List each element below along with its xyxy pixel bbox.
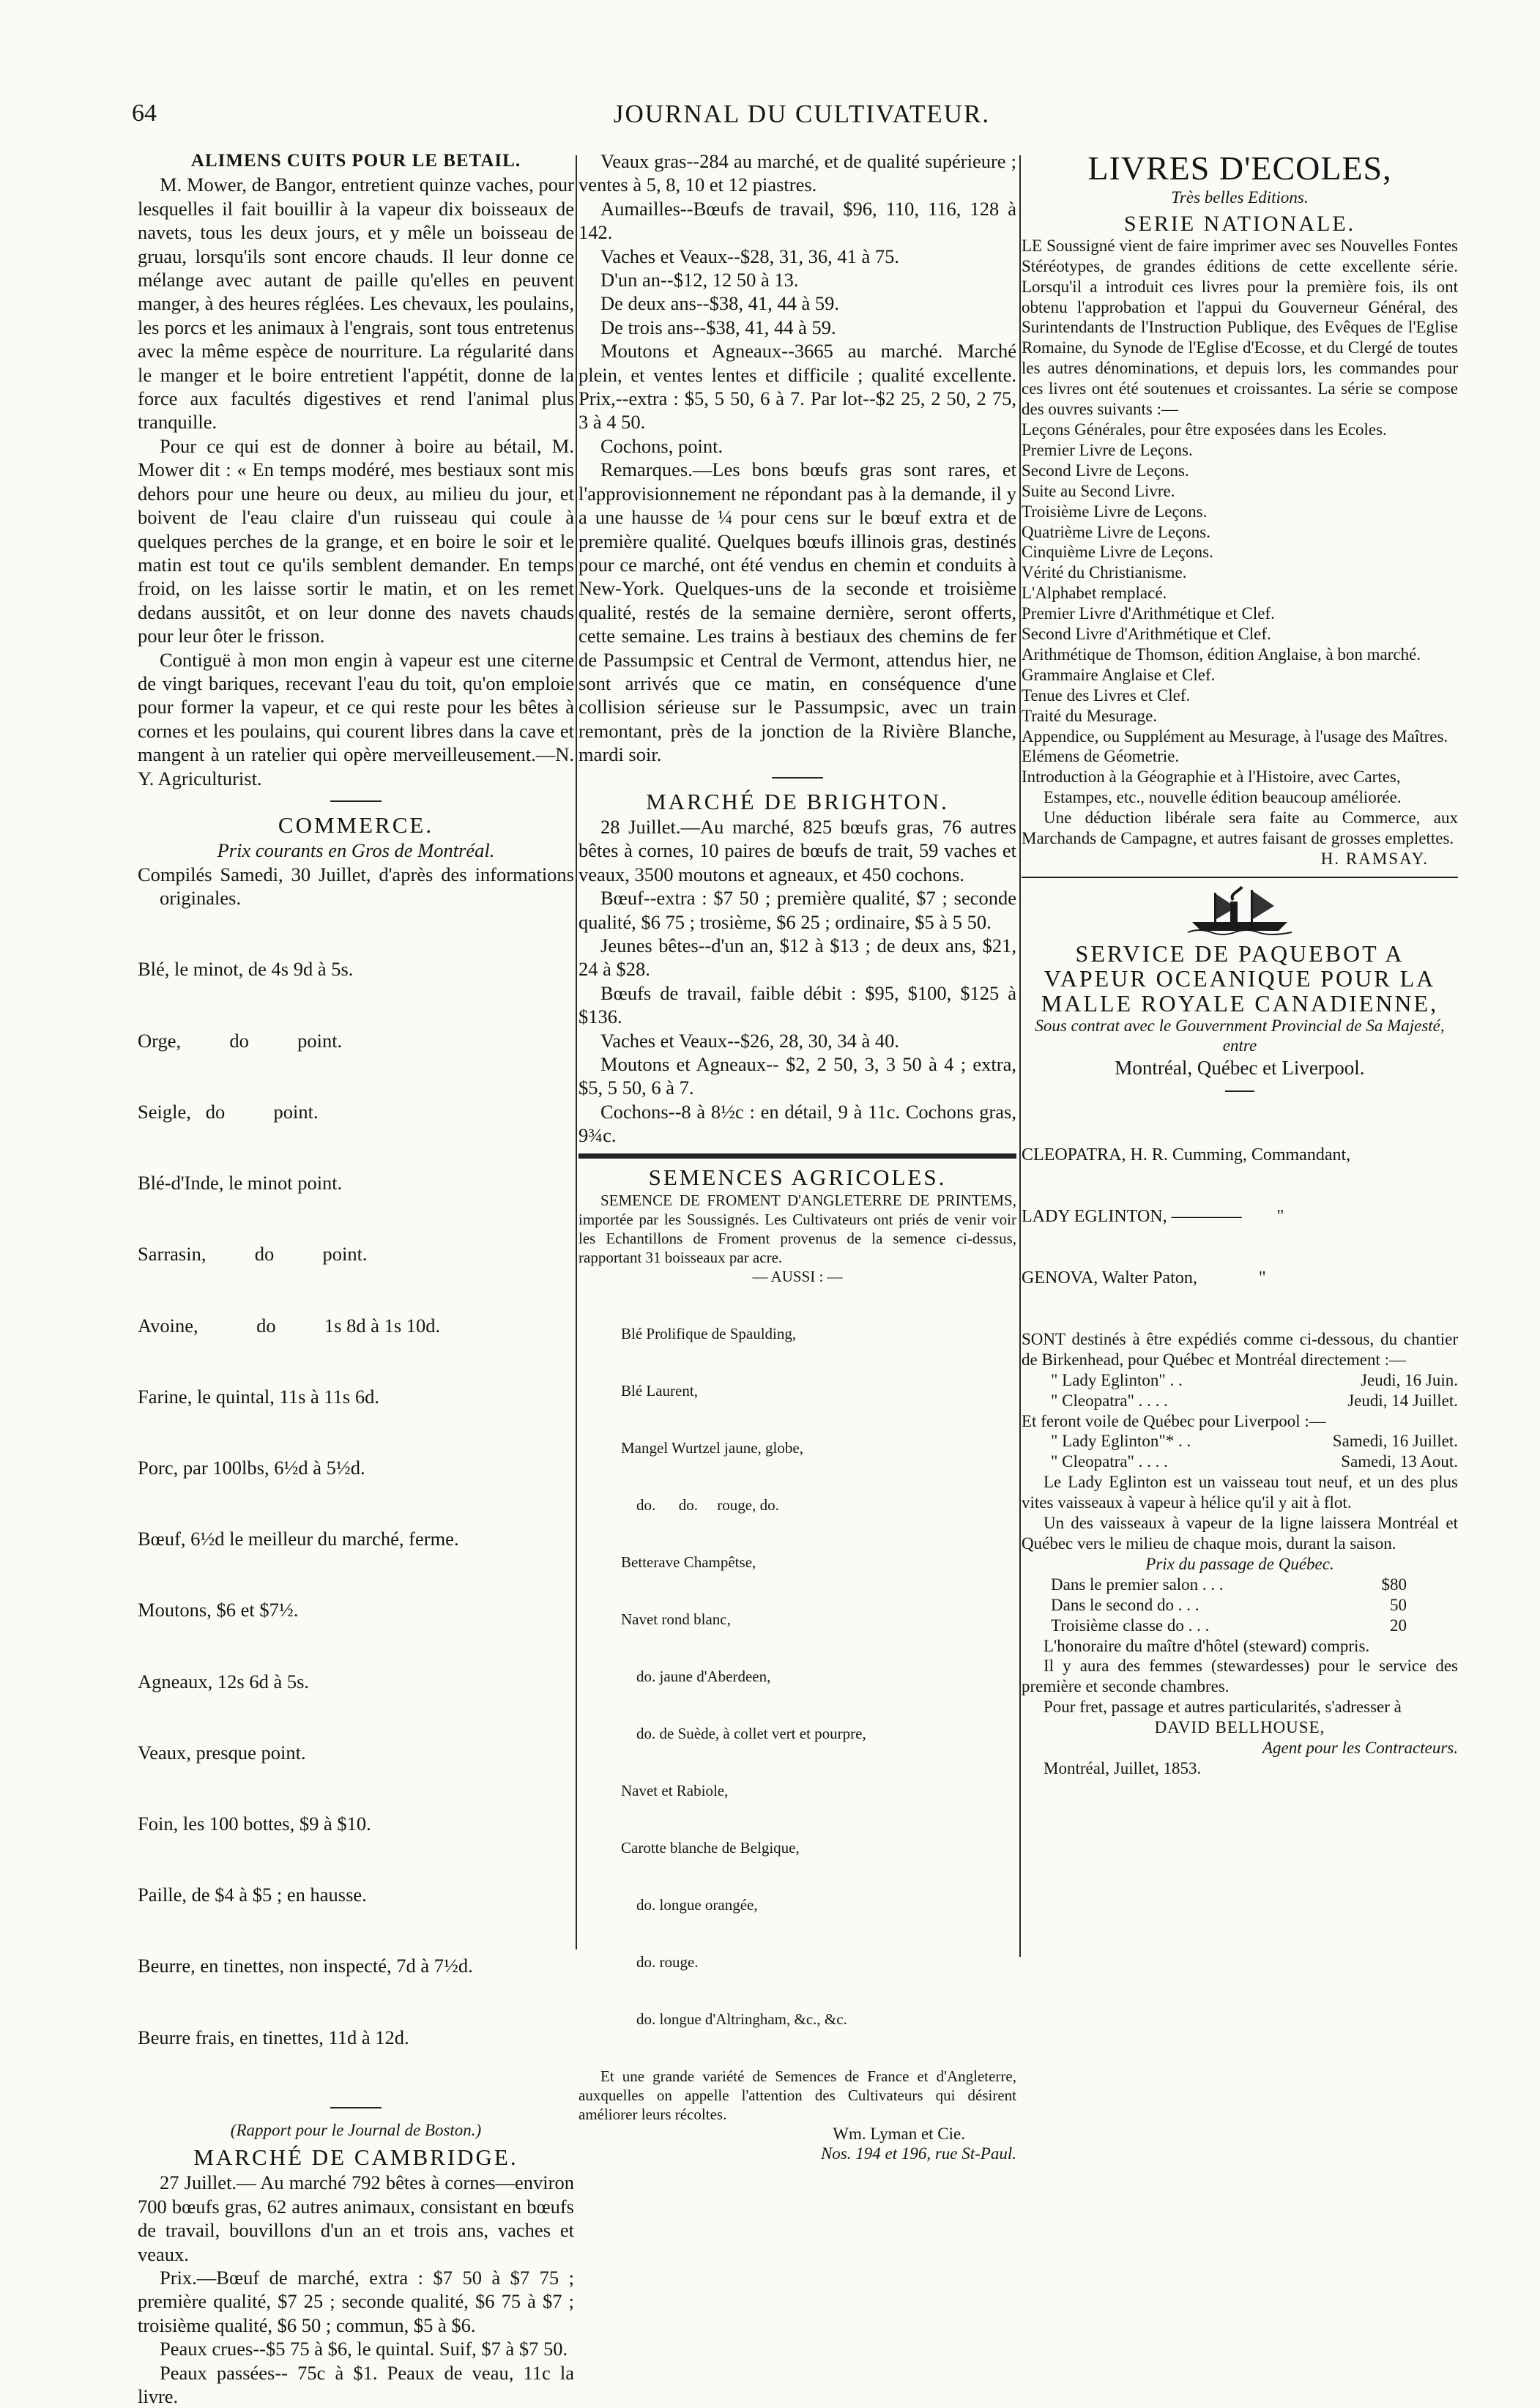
book-item: Tenue des Livres et Clef. bbox=[1022, 685, 1191, 705]
femmes-line: Il y aura des femmes (stewardesses) pour le service des première et seconde chambres. bbox=[1022, 1657, 1458, 1696]
departure-row bbox=[1022, 1431, 1458, 1452]
cambridge-paragraph-2: Prix.—Bœuf de marché, extra : $7 50 à $7 75 ; première qualité, $7 25 ; seconde qualité, $6 75 à $7 ; troisième qualité, $6 50 ; commun, $5 à $6. bbox=[138, 2266, 574, 2336]
lady-description: Le Lady Eglinton est un vaisseau tout neuf, et un des plus vites vaisseaux à vapeur à hélice qu'il y ait à flot. bbox=[1022, 1473, 1458, 1512]
commerce-title: COMMERCE. bbox=[278, 811, 434, 838]
deduction-note: Une déduction libérale sera faite au Commerce, aux Marchands de Campagne, et autres faisant de grosses emplettes. bbox=[1022, 809, 1458, 848]
book-item: Quatrième Livre de Leçons. bbox=[1022, 522, 1210, 541]
alimens-title: ALIMENS CUITS POUR LE BETAIL. bbox=[190, 151, 521, 171]
pour-fret: Pour fret, passage et autres particularités, s'adresser à bbox=[1044, 1698, 1402, 1717]
book-item: Premier Livre d'Arithmétique et Clef. bbox=[1022, 604, 1275, 623]
column-divider-2 bbox=[1019, 155, 1021, 1957]
honoraire-line: L'honoraire du maître d'hôtel (steward) compris. bbox=[1044, 1636, 1370, 1655]
book-item: Leçons Générales, pour être exposées dans les Ecoles. bbox=[1022, 420, 1387, 439]
book-item: Suite au Second Livre. bbox=[1022, 481, 1175, 500]
separator bbox=[330, 800, 382, 802]
service-subtitle: Sous contrat avec le Gouvernment Provincial de Sa Majesté, entre bbox=[1035, 1016, 1445, 1055]
departure-date: Samedi, 13 Aout. bbox=[1341, 1452, 1458, 1471]
seed-item: do. jaune d'Aberdeen, bbox=[621, 1668, 771, 1686]
book-item: Second Livre d'Arithmétique et Clef. bbox=[1022, 625, 1271, 644]
separator bbox=[772, 777, 823, 778]
price-line: Foin, les 100 bottes, $9 à $10. bbox=[138, 1813, 371, 1835]
lyman-address: Nos. 194 et 196, rue St-Paul. bbox=[820, 2144, 1016, 2163]
liverpool-line: Et feront voile de Québec pour Liverpool :— bbox=[1022, 1411, 1326, 1430]
remarques: Remarques.—Les bons bœufs gras sont rares, et l'approvisionnement ne répondant pas à la demande, il y a une hausse de ¼ pour cens sur le bœuf extra et de première qualité. Quelques bœufs illinois gras, destinés pour ce marché, ont été vendus en chemin et conduits à New-York. Quelques-uns de la seconde et troisième qualité, restés de la semaine dernière, seront offerts, cette semaine. Les trains à bestiaux des chemins de fer de Passumpsic et Central de Vermont, attendus hier, ne sont arrivés que ce matin, en conséquence d'une collision sérieuse sur le Passumpsic, avec un train remontant, près de la jonction de la Rivière Blanche, mardi soir. bbox=[579, 458, 1016, 766]
alimens-paragraph-2: Pour ce qui est de donner à boire au bétail, M. Mower dit : « En temps modéré, mes bestiaux sont mis dehors pour une heure ou deux, au milieu du jour, et boivent de l'eau claire d'un ruisseau qui coule à quelques perches de la grange, et en boire le soir et le matin est tout ce qu'ils semblent demander. En temps froid, on les laisse sortir le matin, et on les remet dedans aussitôt, et on leur donne des navets chauds pour leur ôter le frisson. bbox=[138, 434, 574, 647]
departure-date: Samedi, 16 Juillet. bbox=[1332, 1432, 1458, 1451]
agent-title: Agent pour les Contracteurs. bbox=[1262, 1739, 1458, 1758]
page-header bbox=[132, 100, 1472, 141]
ship-lady-eglinton: LADY EGLINTON, ———— " bbox=[1022, 1206, 1284, 1226]
brighton-paragraph-3: Jeunes bêtes--d'un an, $12 à $13 ; de deux ans, $21, 24 à $28. bbox=[579, 934, 1016, 981]
price-line: Orge, do point. bbox=[138, 1029, 343, 1052]
veaux-gras: Veaux gras--284 au marché, et de qualité supérieure ; ventes à 5, 8, 10 et 12 piastres. bbox=[579, 150, 1016, 196]
fare-value: 50 bbox=[1390, 1595, 1407, 1614]
seed-item: do. longue d'Altringham, &c., &c. bbox=[621, 2010, 847, 2029]
departure-date: Jeudi, 14 Juillet. bbox=[1347, 1391, 1458, 1410]
prix-passage-title: Prix du passage de Québec. bbox=[1145, 1554, 1334, 1573]
fare-row bbox=[1022, 1595, 1458, 1616]
aussi-label: — AUSSI : — bbox=[752, 1268, 843, 1286]
book-item: Premier Livre de Leçons. bbox=[1022, 440, 1193, 459]
price-list bbox=[138, 910, 574, 2097]
serie-title: SERIE NATIONALE. bbox=[1123, 211, 1356, 236]
seed-item: Mangel Wurtzel jaune, globe, bbox=[621, 1439, 803, 1457]
seed-item: Betterave Champêtse, bbox=[621, 1553, 756, 1572]
price-line: Seigle, do point. bbox=[138, 1100, 319, 1123]
seed-item: Carotte blanche de Belgique, bbox=[621, 1839, 800, 1857]
fare-value: $80 bbox=[1381, 1575, 1407, 1594]
alimens-paragraph-1: M. Mower, de Bangor, entretient quinze vaches, pour lesquelles il fait bouillir à la vapeur dix boisseaux de navets, tous les deux jours, et y mêle un boisseau de gruau, lorsqu'ils sont encore chauds. Il leur donne ce mélange avec autant de paille qu'elles en peuvent manger, à des heures réglées. Les chevaux, les poulains, les porcs et les animaux à l'engrais, sont tous entretenus avec la même espèce de nourriture. La régularité dans le manger et le boire entretient l'appétit, donne de la force aux facultés digestives et rend l'animal plus tranquille. bbox=[138, 174, 574, 434]
semences-intro: SEMENCE DE FROMENT D'ANGLETERRE DE PRINTEMS, importée par les Soussignés. Les Cultivateurs ont priés de venir voir les Echantillons de Froment provenus de la semence ci-dessus, rapportant 31 boisseaux par acre. bbox=[579, 1192, 1016, 1267]
departure-row bbox=[1022, 1452, 1458, 1472]
column-2 bbox=[579, 149, 1016, 2163]
sont-paragraph: SONT destinés à être expédiés comme ci-dessous, du chantier de Birkenhead, pour Québec et Montréal directement :— bbox=[1022, 1329, 1458, 1369]
bellhouse-signature: DAVID BELLHOUSE, bbox=[1154, 1718, 1325, 1737]
ramsay-signature: H. RAMSAY. bbox=[1320, 850, 1429, 868]
seed-item: Navet rond blanc, bbox=[621, 1610, 731, 1629]
commerce-subtitle: Prix courants en Gros de Montréal. bbox=[217, 839, 495, 862]
fare-label: Dans le second do . . . bbox=[1051, 1595, 1199, 1614]
separator bbox=[1225, 1090, 1254, 1092]
rapport-note: (Rapport pour le Journal de Boston.) bbox=[230, 2120, 482, 2139]
thick-rule bbox=[579, 1153, 1016, 1159]
fare-row bbox=[1022, 1616, 1458, 1636]
ship-genova: GENOVA, Walter Paton, " bbox=[1022, 1268, 1266, 1287]
seed-item: do. rouge. bbox=[621, 1953, 699, 1972]
seed-item: do. do. rouge, do. bbox=[621, 1496, 779, 1515]
price-line: Blé, le minot, de 4s 9d à 5s. bbox=[138, 958, 354, 981]
departure-ship: " Lady Eglinton" . . bbox=[1051, 1370, 1183, 1389]
livres-subtitle: Très belles Editions. bbox=[1171, 188, 1309, 207]
book-item: Troisième Livre de Leçons. bbox=[1022, 502, 1208, 521]
brighton-paragraph-1: 28 Juillet.—Au marché, 825 bœufs gras, 76 autres bêtes à cornes, 10 paires de bœufs de trait, 59 vaches et veaux, 3500 moutons et agneaux, et 450 cochons. bbox=[579, 815, 1016, 885]
fare-label: Dans le premier salon . . . bbox=[1051, 1575, 1224, 1594]
un-an: D'un an--$12, 12 50 à 13. bbox=[600, 269, 799, 291]
commerce-intro: Compilés Samedi, 30 Juillet, d'après des informations originales. bbox=[138, 863, 574, 910]
steamship-icon bbox=[1185, 885, 1295, 937]
departure-date: Jeudi, 16 Juin. bbox=[1361, 1370, 1458, 1389]
seed-item: Blé Laurent, bbox=[621, 1382, 698, 1400]
price-line: Sarrasin, do point. bbox=[138, 1243, 368, 1266]
book-item: Cinquième Livre de Leçons. bbox=[1022, 543, 1213, 562]
lyman-signature: Wm. Lyman et Cie. bbox=[833, 2125, 965, 2144]
price-line: Moutons, $6 et $7½. bbox=[138, 1599, 299, 1621]
departure-ship: " Lady Eglinton"* . . bbox=[1051, 1432, 1191, 1451]
price-line: Bœuf, 6½d le meilleur du marché, ferme. bbox=[138, 1528, 459, 1550]
price-line: Veaux, presque point. bbox=[138, 1741, 306, 1764]
price-line: Beurre, en tinettes, non inspecté, 7d à 7½d. bbox=[138, 1955, 473, 1977]
price-line: Avoine, do 1s 8d à 1s 10d. bbox=[138, 1314, 441, 1337]
seed-item: Navet et Rabiole, bbox=[621, 1782, 729, 1800]
brighton-paragraph-4: Bœufs de travail, faible débit : $95, $100, $125 à $136. bbox=[579, 981, 1016, 1028]
vaches-veaux: Vaches et Veaux--$28, 31, 36, 41 à 75. bbox=[600, 245, 899, 267]
service-title: SERVICE DE PAQUEBOT A VAPEUR OCEANIQUE POUR LA MALLE ROYALE CANADIENNE, bbox=[1041, 940, 1439, 1017]
book-item: Traité du Mesurage. bbox=[1022, 706, 1158, 725]
price-line: Porc, par 100lbs, 6½d à 5½d. bbox=[138, 1456, 365, 1479]
departure-row bbox=[1022, 1370, 1458, 1391]
book-item: L'Alphabet remplacé. bbox=[1022, 584, 1167, 603]
price-line: Agneaux, 12s 6d à 5s. bbox=[138, 1670, 310, 1692]
brighton-paragraph-6: Moutons et Agneaux-- $2, 2 50, 3, 3 50 à 4 ; extra, $5, 5 50, 6 à 7. bbox=[579, 1053, 1016, 1099]
semences-title: SEMENCES AGRICOLES. bbox=[648, 1164, 947, 1190]
book-item: Vérité du Christianisme. bbox=[1022, 563, 1187, 582]
service-route: Montréal, Québec et Liverpool. bbox=[1115, 1056, 1365, 1079]
ship-roster bbox=[1022, 1104, 1458, 1329]
price-line: Farine, le quintal, 11s à 11s 6d. bbox=[138, 1385, 379, 1408]
aumailles: Aumailles--Bœufs de travail, $96, 110, 116, 128 à 142. bbox=[579, 197, 1016, 244]
seed-item: do. de Suède, à collet vert et pourpre, bbox=[621, 1725, 866, 1743]
brighton-paragraph-5: Vaches et Veaux--$26, 28, 30, 34 à 40. bbox=[600, 1029, 899, 1052]
brighton-paragraph-7: Cochons--8 à 8½c : en détail, 9 à 11c. Cochons gras, 9¾c. bbox=[579, 1100, 1016, 1147]
serie-intro: LE Soussigné vient de faire imprimer avec ses Nouvelles Fontes Stéréotypes, de grandes éditions de cette excellente série. Lorsqu'il a introduit ces livres pour la première fois, ils ont obtenu l'approbation et l'appui du Gouverneur Général, des Surintendants de l'Instruction Publique, des Evêques de l'Eglise Romaine, du Synode de l'Eglise d'Ecosse, et du Clergé de toutes les autres dénominations, et depuis lors, les commandes pour ces livres ont été soutenues et croissantes. La série se compose des ouvres suivants :— bbox=[1022, 236, 1458, 419]
fare-value: 20 bbox=[1390, 1616, 1407, 1635]
brighton-paragraph-2: Bœuf--extra : $7 50 ; première qualité, $7 ; seconde qualité, $6 75 ; trosième, $6 25 ; ordinaire, $5 à 5 50. bbox=[579, 887, 1016, 933]
cambridge-paragraph-4: Peaux passées-- 75c à $1. Peaux de veau, 11c la livre. bbox=[138, 2361, 574, 2407]
trois-ans: De trois ans--$38, 41, 44 à 59. bbox=[600, 316, 836, 338]
deux-ans: De deux ans--$38, 41, 44 à 59. bbox=[600, 292, 840, 315]
book-item: Introduction à la Géographie et à l'Histoire, avec Cartes, Estampes, etc., nouvelle édition beaucoup améliorée. bbox=[1022, 768, 1402, 807]
page-number: 64 bbox=[132, 100, 157, 127]
departure-row bbox=[1022, 1391, 1458, 1411]
cochons: Cochons, point. bbox=[600, 434, 723, 457]
price-line: Beurre frais, en tinettes, 11d à 12d. bbox=[138, 2026, 409, 2048]
seed-item: do. longue orangée, bbox=[621, 1896, 758, 1914]
cambridge-title: MARCHÉ DE CAMBRIDGE. bbox=[193, 2144, 518, 2170]
ship-cleopatra: CLEOPATRA, H. R. Cumming, Commandant, bbox=[1022, 1145, 1351, 1164]
livres-title: LIVRES D'ECOLES, bbox=[1087, 149, 1392, 187]
alimens-paragraph-3: Contiguë à mon mon engin à vapeur est une citerne de vingt bariques, recevant l'eau du toit, qu'on emploie pour former la vapeur, et ce qui reste pour les bêtes à cornes et les poulains, qui courent libres dans la cave et mangent à un ratelier qui opère merveilleusement.—N. Y. Agriculturist. bbox=[138, 648, 574, 789]
book-item: Appendice, ou Supplément au Mesurage, à l'usage des Maîtres. bbox=[1022, 727, 1448, 746]
cambridge-paragraph-1: 27 Juillet.— Au marché 792 bêtes à cornes—environ 700 bœufs gras, 62 autres animaux, consistant en bœufs de travail, bouvillons d'un an et trois ans, vaches et veaux. bbox=[138, 2171, 574, 2265]
journal-title: JOURNAL DU CULTIVATEUR. bbox=[613, 100, 991, 128]
price-line: Blé-d'Inde, le minot point. bbox=[138, 1172, 343, 1194]
seed-list bbox=[579, 1286, 1016, 2067]
column-1 bbox=[138, 149, 574, 2408]
fare-label: Troisième classe do . . . bbox=[1051, 1616, 1210, 1635]
separator bbox=[330, 2107, 382, 2108]
column-3 bbox=[1022, 149, 1458, 1779]
brighton-title: MARCHÉ DE BRIGHTON. bbox=[646, 788, 949, 814]
departure-ship: " Cleopatra" . . . . bbox=[1051, 1452, 1168, 1471]
semences-outro: Et une grande variété de Semences de France et d'Angleterre, auxquelles on appelle l'attention des Cultivateurs qui désirent améliorer leurs récoltes. bbox=[579, 2067, 1016, 2124]
seed-item: Blé Prolifique de Spaulding, bbox=[621, 1325, 797, 1343]
rule bbox=[1022, 877, 1458, 878]
book-item: Arithmétique de Thomson, édition Anglaise, à bon marché. bbox=[1022, 644, 1421, 664]
book-item: Second Livre de Leçons. bbox=[1022, 461, 1189, 480]
moutons-agneaux: Moutons et Agneaux--3665 au marché. Marché plein, et ventes lentes et difficile ; qualité excellente. Prix,--extra : $5, 5 50, 6 à 7. Par lot--$2 25, 2 50, 2 75, 3 à 4 50. bbox=[579, 340, 1016, 434]
cambridge-paragraph-3: Peaux crues--$5 75 à $6, le quintal. Suif, $7 à $7 50. bbox=[160, 2338, 568, 2360]
book-item: Elémens de Géometrie. bbox=[1022, 747, 1180, 766]
price-line: Paille, de $4 à $5 ; en hausse. bbox=[138, 1884, 367, 1906]
dateline: Montréal, Juillet, 1853. bbox=[1044, 1758, 1202, 1777]
un-des-paragraph: Un des vaisseaux à vapeur de la ligne laissera Montréal et Québec vers le milieu de chaque mois, durant la saison. bbox=[1022, 1514, 1458, 1553]
departure-ship: " Cleopatra" . . . . bbox=[1051, 1391, 1168, 1410]
column-divider-1 bbox=[576, 155, 577, 1950]
fare-row bbox=[1022, 1575, 1458, 1595]
book-list bbox=[1022, 420, 1458, 808]
book-item: Grammaire Anglaise et Clef. bbox=[1022, 665, 1216, 684]
